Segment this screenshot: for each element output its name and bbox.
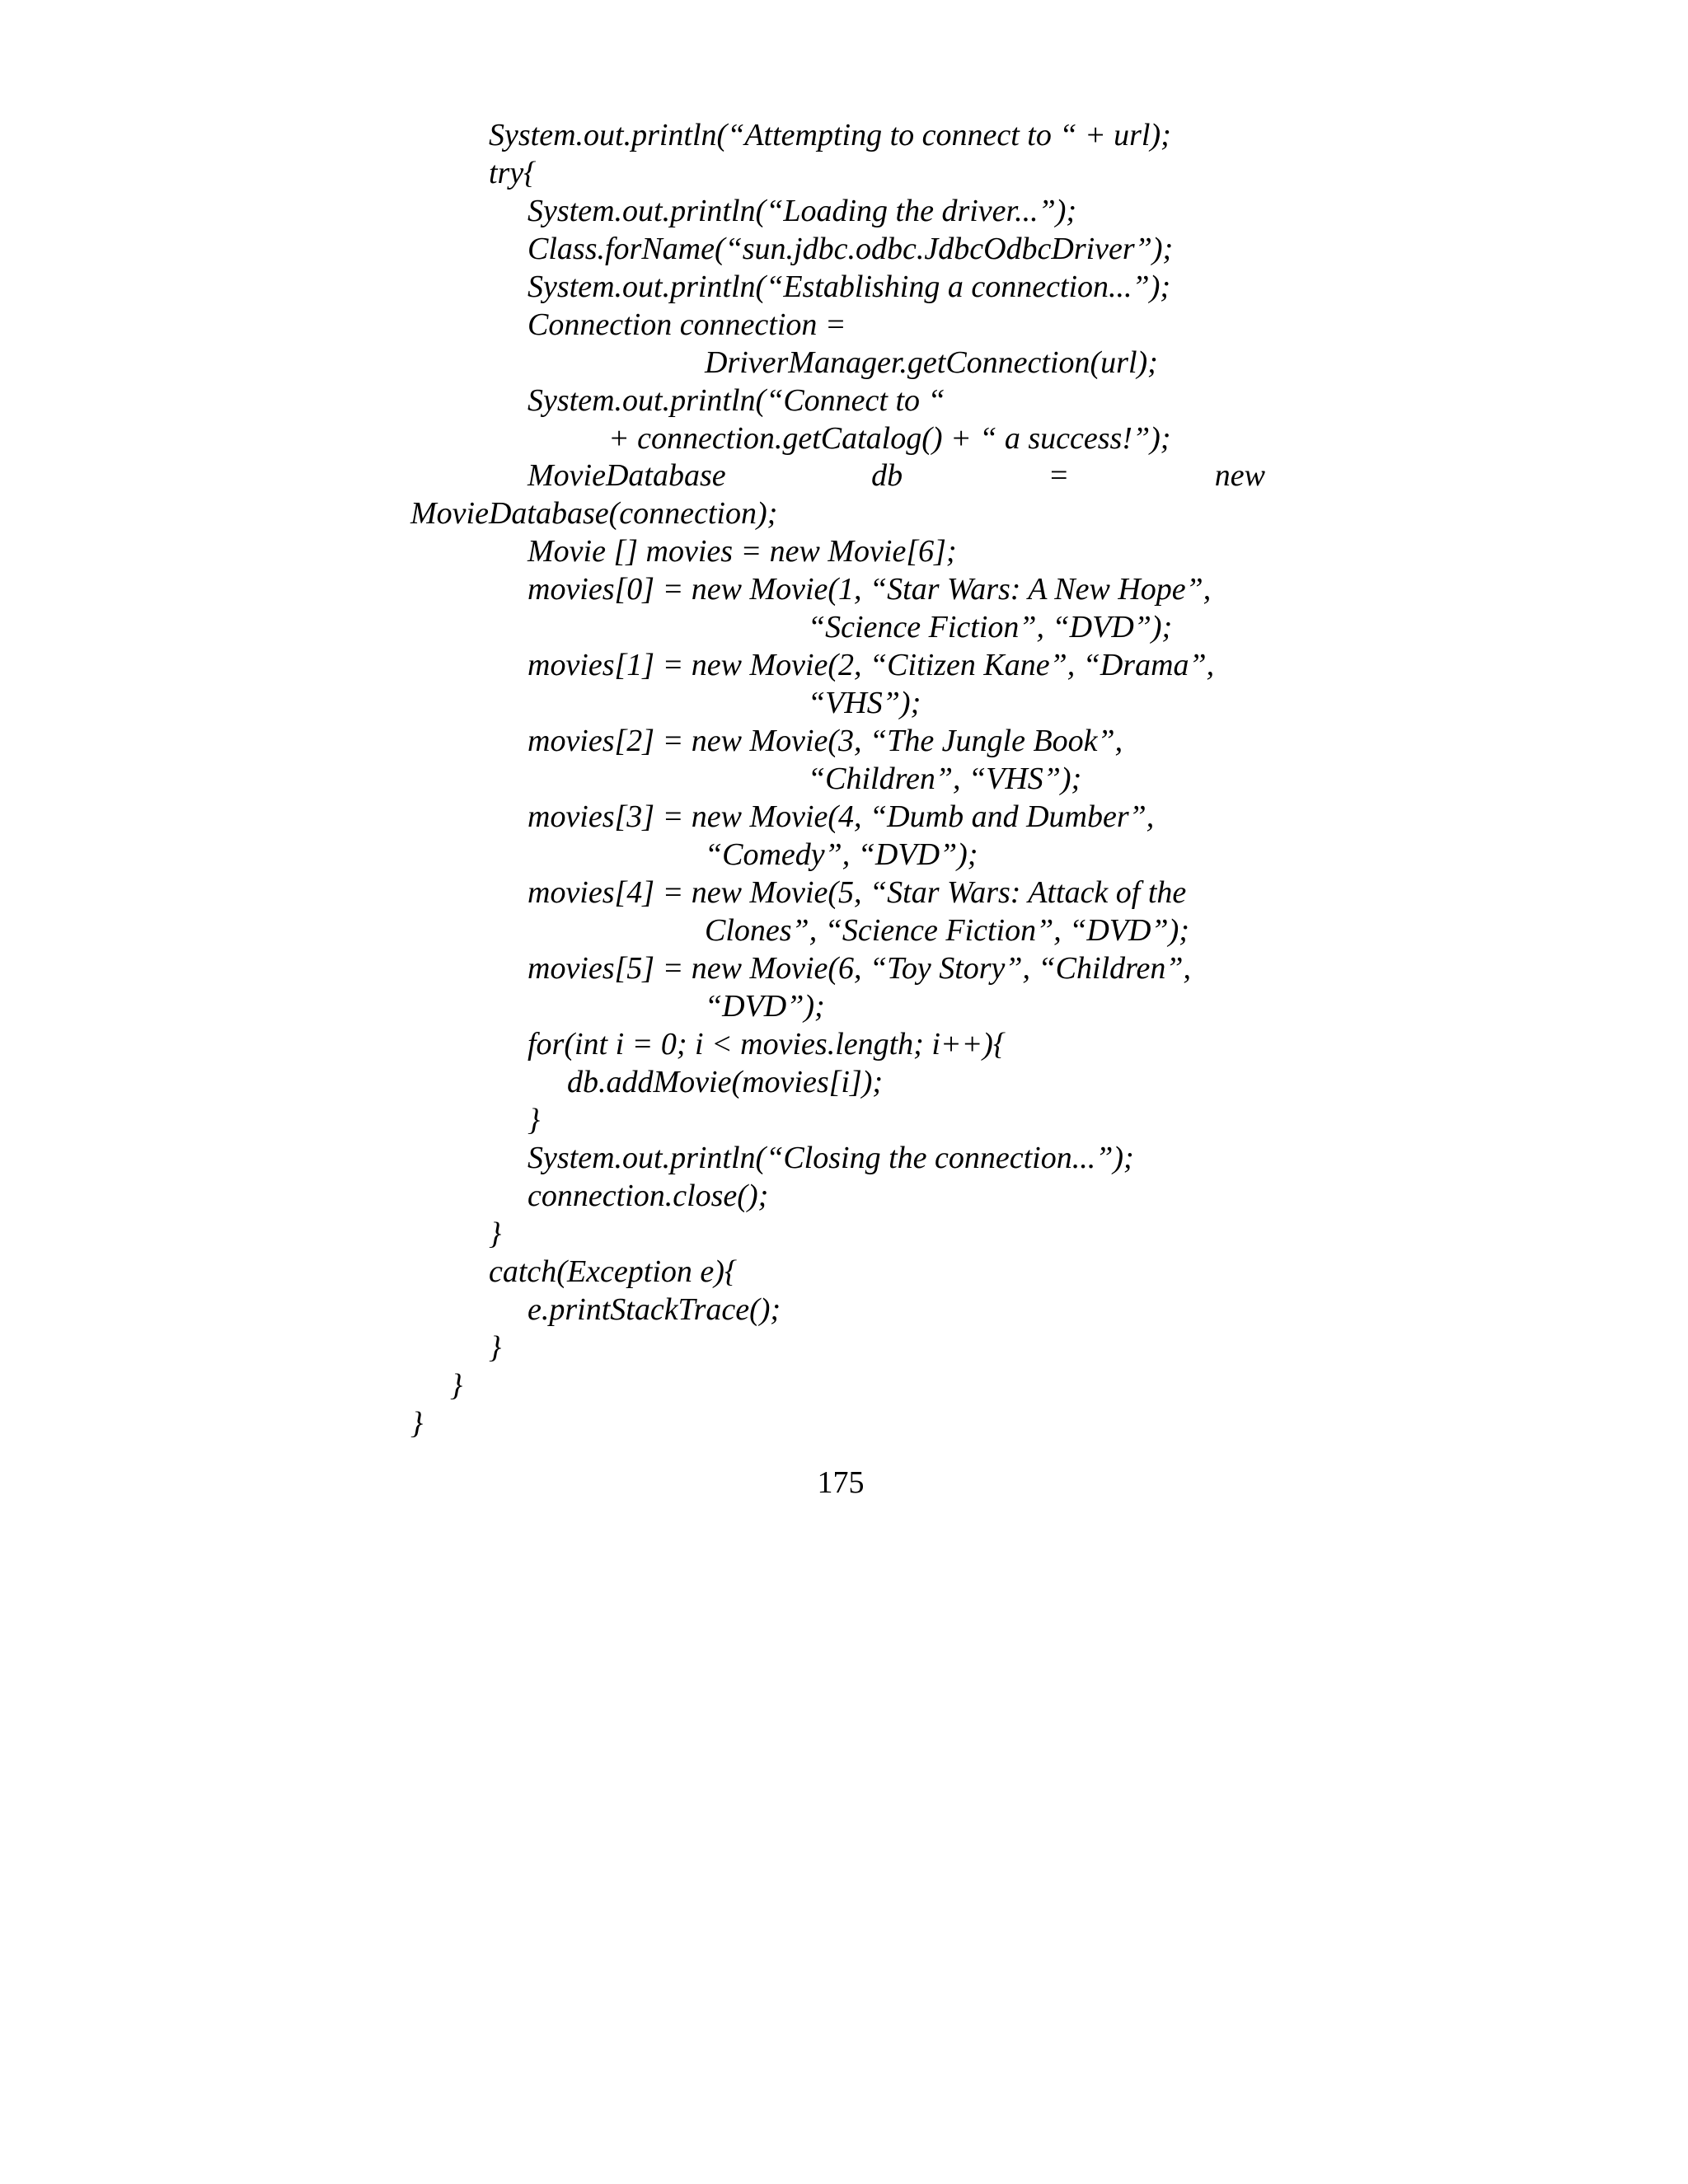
code-line: “DVD”); (705, 989, 825, 1024)
code-line: “Children”, “VHS”); (808, 762, 1082, 796)
code-line: movies[0] = new Movie(1, “Star Wars: A New Hope”, (528, 572, 1212, 607)
code-line: System.out.println(“Closing the connection...”); (528, 1141, 1134, 1175)
code-line: MovieDatabase(connection); (410, 496, 778, 531)
code-line: catch(Exception e){ (489, 1254, 738, 1289)
code-line: db.addMovie(movies[i]); (567, 1065, 884, 1099)
code-line: connection.close(); (528, 1179, 769, 1213)
page-number: 175 (817, 1465, 865, 1500)
code-word: = (1048, 458, 1070, 493)
code-line: + connection.getCatalog() + “ a success!”); (608, 421, 1171, 456)
code-line: e.printStackTrace(); (528, 1292, 781, 1327)
code-word: db (871, 458, 903, 493)
code-line: “Science Fiction”, “DVD”); (808, 610, 1173, 644)
code-line: Movie [] movies = new Movie[6]; (528, 534, 957, 569)
code-line: } (450, 1368, 463, 1403)
code-word: MovieDatabase (528, 458, 726, 493)
code-line: DriverManager.getConnection(url); (705, 345, 1158, 380)
code-line: for(int i = 0; i < movies.length; i++){ (528, 1027, 1006, 1062)
code-line: movies[2] = new Movie(3, “The Jungle Book”, (528, 724, 1123, 758)
code-line: } (489, 1216, 502, 1251)
code-line: movies[4] = new Movie(5, “Star Wars: Attack of the (528, 875, 1187, 910)
code-line: Connection connection = (528, 307, 846, 342)
code-line: } (489, 1330, 502, 1365)
code-line: try{ (489, 156, 537, 190)
code-word: new (1214, 458, 1265, 493)
code-line: Class.forName(“sun.jdbc.odbc.JdbcOdbcDriver”); (528, 232, 1174, 266)
code-line: System.out.println(“Attempting to connect to “ + url); (489, 118, 1171, 152)
code-line: System.out.println(“Connect to “ (528, 383, 945, 418)
code-line: movies[3] = new Movie(4, “Dumb and Dumber”, (528, 799, 1155, 834)
code-line: System.out.println(“Loading the driver...”); (528, 194, 1077, 228)
code-line: Clones”, “Science Fiction”, “DVD”); (705, 913, 1189, 948)
code-line-justified (528, 457, 1265, 494)
code-line: “Comedy”, “DVD”); (705, 837, 978, 872)
code-line: “VHS”); (808, 686, 921, 720)
code-line: movies[5] = new Movie(6, “Toy Story”, “Children”, (528, 951, 1192, 986)
code-line: System.out.println(“Establishing a connection...”); (528, 269, 1171, 304)
code-line: movies[1] = new Movie(2, “Citizen Kane”, “Drama”, (528, 648, 1215, 682)
code-line: } (528, 1103, 541, 1137)
code-line: } (410, 1406, 424, 1441)
